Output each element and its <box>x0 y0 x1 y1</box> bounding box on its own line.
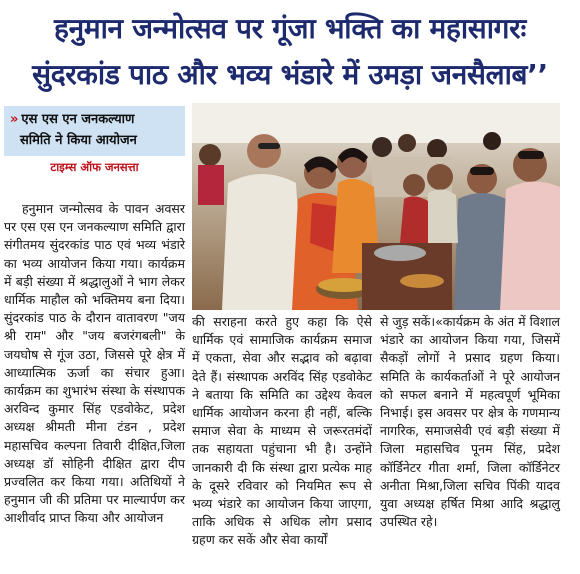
article-column-2: की सराहना करते हुए कहा कि ऐसे धार्मिक एवं सामाजिक कार्यक्रम समाज में एकता, सेवा और सद्भाव को बढ़ावा देते हैं। संस्थापक अरविंद सिंह एडवोकेट ने बताया कि समिति का उद्देश्य केवल धार्मिक आयोजन करना ही नहीं, बल्कि समाज सेवा के माध्यम से जरूरतमंदों तक सहायता पहुंचाना भी है। उन्होंने जानकारी दी कि संस्था द्वारा प्रत्येक माह के दूसरे रविवार को नियमित रूप से भव्य भंडारे का आयोजन किया जाएगा, ताकि अधिक से अधिक लोग प्रसाद ग्रहण कर सकें और सेवा कार्यों <box>192 314 372 548</box>
article-column-3: से जुड़ सकें।«कार्यक्रम के अंत में विशाल भंडारे का आयोजन किया गया, जिसमें सैकड़ों लोगों ने प्रसाद ग्रहण किया। समिति के कार्यकर्ताओं ने पूरे आयोजन को सफल बनाने में महत्वपूर्ण भूमिका निभाई। इस अवसर पर क्षेत्र के गणमान्य नागरिक, समाजसेवी एवं बड़ी संख्या में जिला महासचिव पूनम सिंह, प्रदेश कॉर्डिनेटर गीता शर्मा, जिला कॉर्डिनेटर अनीता मिश्रा,जिला सचिव पिंकी यादव युवा अध्यक्ष हर्षित मिश्रा आदि श्रद्धालु उपस्थित रहे। <box>380 314 561 530</box>
kicker-box <box>4 106 185 156</box>
kicker-text-1: एस एस एन जनकल्याण <box>21 112 135 127</box>
kicker-line-1 <box>10 109 179 130</box>
headline-line-1: हनुमान जन्मोत्सव पर गूंजा भक्ति का महासागरः <box>54 12 526 45</box>
kicker-marker: » <box>10 112 19 127</box>
article-column-1: हनुमान जन्मोत्सव के पावन अवसर पर एस एस एन जनकल्याण समिति द्वारा संगीतमय सुंदरकांड पाठ एवं भव्य भंडारे का भव्य आयोजन किया गया। कार्यक्रम में बड़ी संख्या में श्रद्धालुओं ने भाग लेकर धार्मिक माहौल को भक्तिमय बना दिया। सुंदरकांड पाठ के दौरान वातावरण "जय श्री राम" और "जय बजरंगबली" के जयघोष से गूंज उठा, जिससे पूरे क्षेत्र में आध्यात्मिक ऊर्जा का संचार हुआ। कार्यक्रम का शुभारंभ संस्था के संस्थापक अरविन्द कुमार सिंह एडवोकेट, प्रदेश अध्यक्ष श्रीमती मीना टंडन , प्रदेश महासचिव कल्पना तिवारी दीक्षित,जिला अध्यक्ष डॉ सोहिनी दीक्षित द्वारा दीप प्रज्वलित कर किया गया। अतिथियों ने हनुमान जी की प्रतिमा पर माल्यार्पण कर आशीर्वाद प्राप्त किया और आयोजन <box>4 201 185 526</box>
kicker-line-2: समिति ने किया आयोजन <box>20 133 137 148</box>
news-photo-illustration <box>192 103 560 310</box>
news-photo <box>192 103 560 310</box>
source-credit: टाइम्स ऑफ जनसत्ता <box>50 160 139 174</box>
headline-line-2: सुंदरकांड पाठ और भव्य भंडारे में उमड़ा जनसैलाब’’ <box>32 58 548 91</box>
